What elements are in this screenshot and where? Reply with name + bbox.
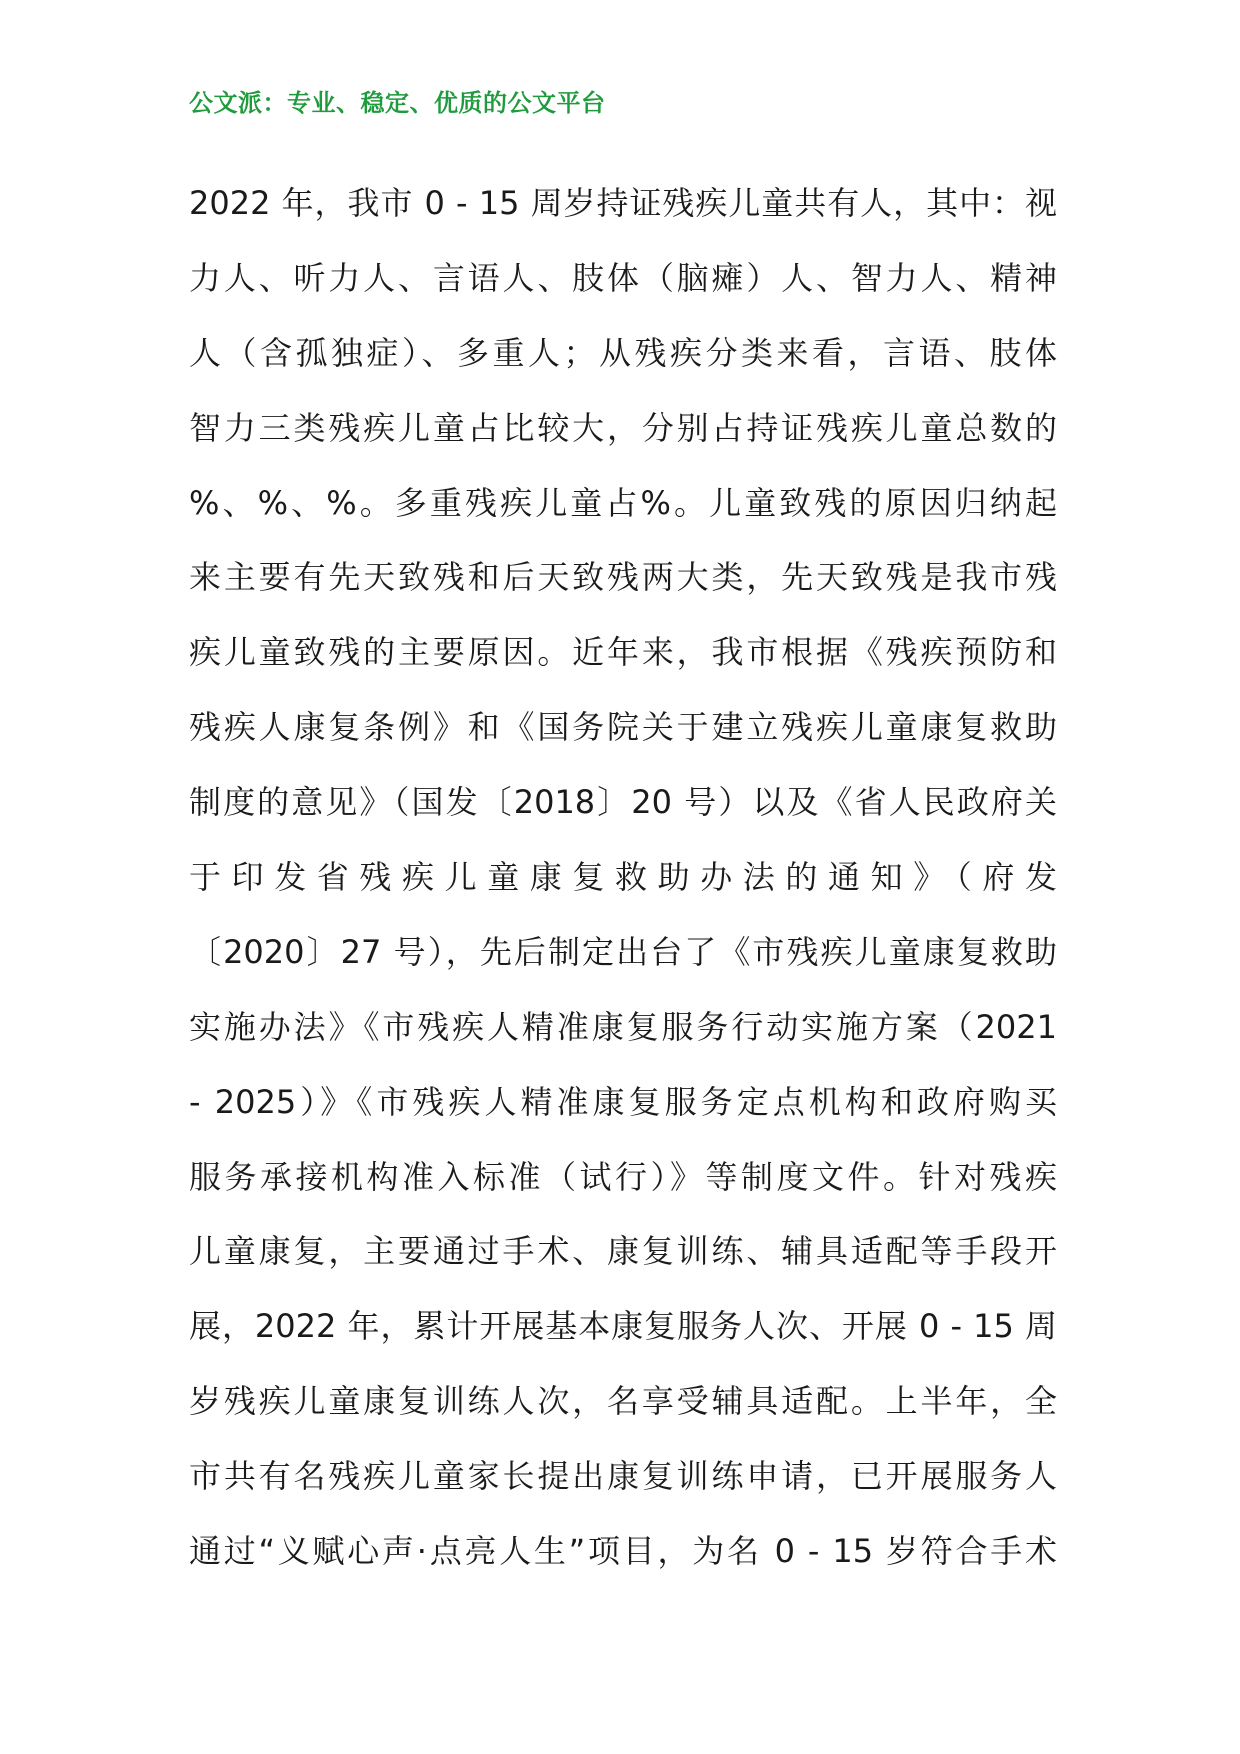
paragraph-line: 制度的意见》（国发〔2018〕20 号）以及《省人民政府关 bbox=[189, 783, 1057, 822]
paragraph-line: 人（含孤独症）、多重人；从残疾分类来看，言语、肢体 bbox=[189, 333, 1057, 372]
paragraph-line: 〔2020〕27 号），先后制定出台了《市残疾儿童康复救助 bbox=[189, 932, 1057, 971]
paragraph-line: 实施办法》《市残疾人精准康复服务行动实施方案（2021 bbox=[189, 1007, 1057, 1046]
paragraph-line: %、%、%。多重残疾儿童占%。儿童致残的原因归纳起 bbox=[189, 483, 1057, 522]
paragraph-line: 岁残疾儿童康复训练人次，名享受辅具适配。上半年，全 bbox=[189, 1382, 1057, 1421]
paragraph-line: 通过“义赋心声·点亮人生”项目，为名 0 - 15 岁符合手术 bbox=[189, 1532, 1057, 1571]
paragraph-line: 展，2022 年，累计开展基本康复服务人次、开展 0 - 15 周 bbox=[189, 1307, 1057, 1346]
paragraph-line: 来主要有先天致残和后天致残两大类，先天致残是我市残 bbox=[189, 558, 1057, 597]
paragraph-line: 服务承接机构准入标准（试行）》等制度文件。针对残疾 bbox=[189, 1157, 1057, 1196]
paragraph-line: 力人、听力人、言语人、肢体（脑瘫）人、智力人、精神 bbox=[189, 258, 1057, 297]
paragraph-line: 智力三类残疾儿童占比较大，分别占持证残疾儿童总数的 bbox=[189, 408, 1057, 447]
paragraph-line: - 2025）》《市残疾人精准康复服务定点机构和政府购买 bbox=[189, 1082, 1057, 1121]
paragraph-line: 市共有名残疾儿童家长提出康复训练申请，已开展服务人 bbox=[189, 1457, 1057, 1496]
paragraph-line: 残疾人康复条例》和《国务院关于建立残疾儿童康复救助 bbox=[189, 708, 1057, 747]
paragraph-line: 于印发省残疾儿童康复救助办法的通知》（府发 bbox=[189, 858, 1057, 897]
document-body bbox=[189, 166, 1057, 1589]
site-header-title: 公文派：专业、稳定、优质的公文平台 bbox=[189, 88, 606, 117]
paragraph-line: 疾儿童致残的主要原因。近年来，我市根据《残疾预防和 bbox=[189, 633, 1057, 672]
paragraph-line: 儿童康复，主要通过手术、康复训练、辅具适配等手段开 bbox=[189, 1232, 1057, 1271]
paragraph-line: 2022 年，我市 0 - 15 周岁持证残疾儿童共有人，其中：视 bbox=[189, 184, 1057, 222]
